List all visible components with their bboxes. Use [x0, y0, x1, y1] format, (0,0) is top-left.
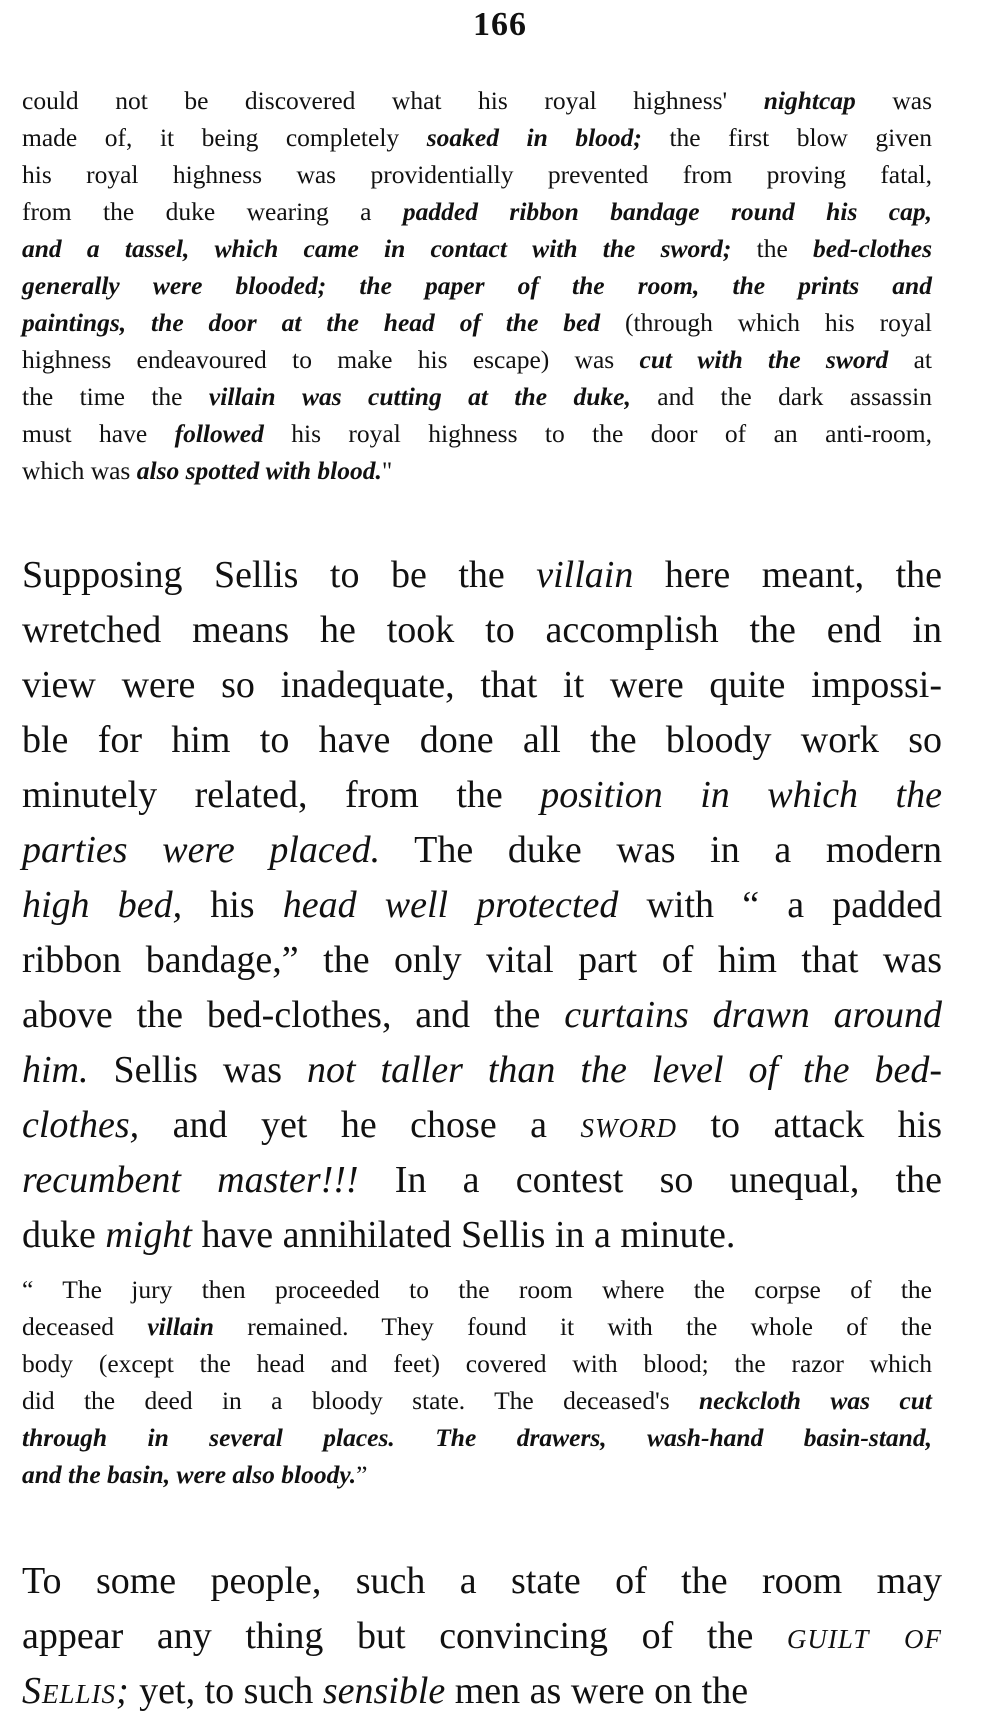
text-run: was [855, 86, 932, 115]
emphasized-text: nightcap [763, 86, 856, 115]
emphasized-text: clothes, [22, 1104, 140, 1146]
emphasized-text: high bed, [22, 884, 183, 926]
emphasized-text: position in which the [540, 774, 942, 816]
emphasized-text: neckcloth was cut [699, 1386, 932, 1415]
text-line [22, 548, 942, 603]
text-line [22, 452, 932, 489]
text-line [22, 658, 942, 713]
text-line [22, 1456, 932, 1493]
text-run: wretched means he took to accomplish the end in [22, 609, 942, 651]
text-line [22, 933, 942, 988]
text-run: have annihilated Sellis in a minute. [191, 1214, 736, 1256]
emphasized-text: not taller than the level of the bed- [307, 1049, 942, 1091]
text-run: body (except the head and feet) covered with blood; the razor which [22, 1349, 932, 1378]
text-line [22, 119, 932, 156]
emphasized-text: padded ribbon bandage round his cap, [402, 197, 932, 226]
emphasized-text: paintings, the door at the head of the bed [22, 308, 601, 337]
text-run: to attack his [676, 1104, 943, 1146]
text-line [22, 603, 942, 658]
text-run: and yet he chose a [139, 1104, 581, 1146]
text-run: men as were on the [445, 1670, 749, 1712]
text-line [22, 341, 932, 378]
text-run: at [888, 345, 932, 374]
text-run: highness endeavoured to make his escape) was [22, 345, 640, 374]
emphasized-text: sword [580, 1104, 677, 1146]
text-line [22, 878, 942, 933]
emphasized-text: soaked in blood; [426, 123, 642, 152]
text-run: must have [22, 419, 175, 448]
text-line [22, 1043, 942, 1098]
text-run: ble for him to have done all the bloody work so [22, 719, 942, 761]
text-run: Supposing Sellis to be the [22, 554, 537, 596]
text-line [22, 1554, 942, 1609]
emphasized-text: Sellis; [22, 1670, 130, 1712]
text-line [22, 768, 942, 823]
text-run: minutely related, from the [22, 774, 541, 816]
text-run: the first blow given [641, 123, 932, 152]
emphasized-text: through in several places. The drawers, wash-hand basin-stand, [22, 1423, 932, 1452]
text-line [22, 1098, 942, 1153]
text-line [22, 1419, 932, 1456]
text-run: In a contest so unequal, the [358, 1159, 942, 1201]
text-run: Sellis was [88, 1049, 308, 1091]
emphasized-text: generally were blooded; the paper of the room, the prints and [22, 271, 932, 300]
text-run: remained. They found it with the whole of the [213, 1312, 932, 1341]
emphasized-text: recumbent master!!! [22, 1159, 359, 1201]
text-run: the time the [22, 382, 209, 411]
emphasized-text: followed [174, 419, 264, 448]
text-line [22, 988, 942, 1043]
text-run: appear any thing but convincing of the [22, 1615, 787, 1657]
text-line [22, 1345, 932, 1382]
text-line [22, 1609, 942, 1664]
text-run: deceased [22, 1312, 148, 1341]
text-line [22, 156, 932, 193]
text-run: ” [356, 1460, 368, 1489]
text-run: the [731, 234, 814, 263]
text-line [22, 378, 932, 415]
text-run: “ The jury then proceeded to the room where the corpse of the [22, 1275, 932, 1304]
text-run: his [182, 884, 283, 926]
body-paragraph-1 [22, 548, 942, 1263]
text-line [22, 713, 942, 768]
text-run: from the duke wearing a [22, 197, 403, 226]
text-run: To some people, such a state of the room may [22, 1560, 942, 1602]
text-run: here meant, the [633, 554, 942, 596]
text-run: duke [22, 1214, 106, 1256]
text-line [22, 1208, 942, 1263]
text-line [22, 415, 932, 452]
emphasized-text: might [105, 1214, 192, 1256]
emphasized-text: bed-clothes [813, 234, 932, 263]
emphasized-text: sensible [322, 1670, 446, 1712]
quoted-passage-1 [22, 82, 932, 489]
text-line [22, 1664, 942, 1719]
text-run: " [381, 456, 393, 485]
emphasized-text: villain [536, 554, 634, 596]
text-run: The duke was in a modern [380, 829, 942, 871]
text-run: ribbon bandage,” the only vital part of him that was [22, 939, 942, 981]
text-line [22, 267, 932, 304]
text-line [22, 1308, 932, 1345]
emphasized-text: and the basin, were also bloody. [22, 1460, 357, 1489]
text-line [22, 823, 942, 878]
emphasized-text: parties were placed. [22, 829, 381, 871]
text-run: above the bed-clothes, and the [22, 994, 565, 1036]
text-run: and the dark assassin [630, 382, 932, 411]
text-line [22, 1271, 932, 1308]
emphasized-text: guilt of [786, 1615, 942, 1657]
text-run: view were so inadequate, that it were quite impossi- [22, 664, 942, 706]
text-run: did the deed in a bloody state. The deceased's [22, 1386, 699, 1415]
text-run: made of, it being completely [22, 123, 427, 152]
emphasized-text: him. [22, 1049, 89, 1091]
text-line [22, 304, 932, 341]
text-line [22, 1153, 942, 1208]
emphasized-text: head well protected [282, 884, 619, 926]
text-run: (through which his royal [600, 308, 932, 337]
text-line [22, 193, 932, 230]
emphasized-text: and a tassel, which came in contact with the sword; [22, 234, 732, 263]
text-run: his royal highness to the door of an anti-room, [263, 419, 932, 448]
text-run: his royal highness was providentially prevented from proving fatal, [22, 160, 932, 189]
emphasized-text: villain was cutting at the duke, [208, 382, 631, 411]
emphasized-text: villain [147, 1312, 214, 1341]
text-run: which was [22, 456, 137, 485]
text-line [22, 230, 932, 267]
text-run: could not be discovered what his royal highness' [22, 86, 764, 115]
text-run: yet, to such [129, 1670, 323, 1712]
emphasized-text: cut with the sword [639, 345, 889, 374]
emphasized-text: curtains drawn around [564, 994, 942, 1036]
emphasized-text: also spotted with blood. [136, 456, 382, 485]
body-paragraph-2 [22, 1554, 942, 1719]
text-line [22, 82, 932, 119]
text-line [22, 1382, 932, 1419]
page-number: 166 [473, 6, 527, 43]
quoted-passage-2 [22, 1271, 932, 1493]
text-run: with “ a padded [618, 884, 942, 926]
